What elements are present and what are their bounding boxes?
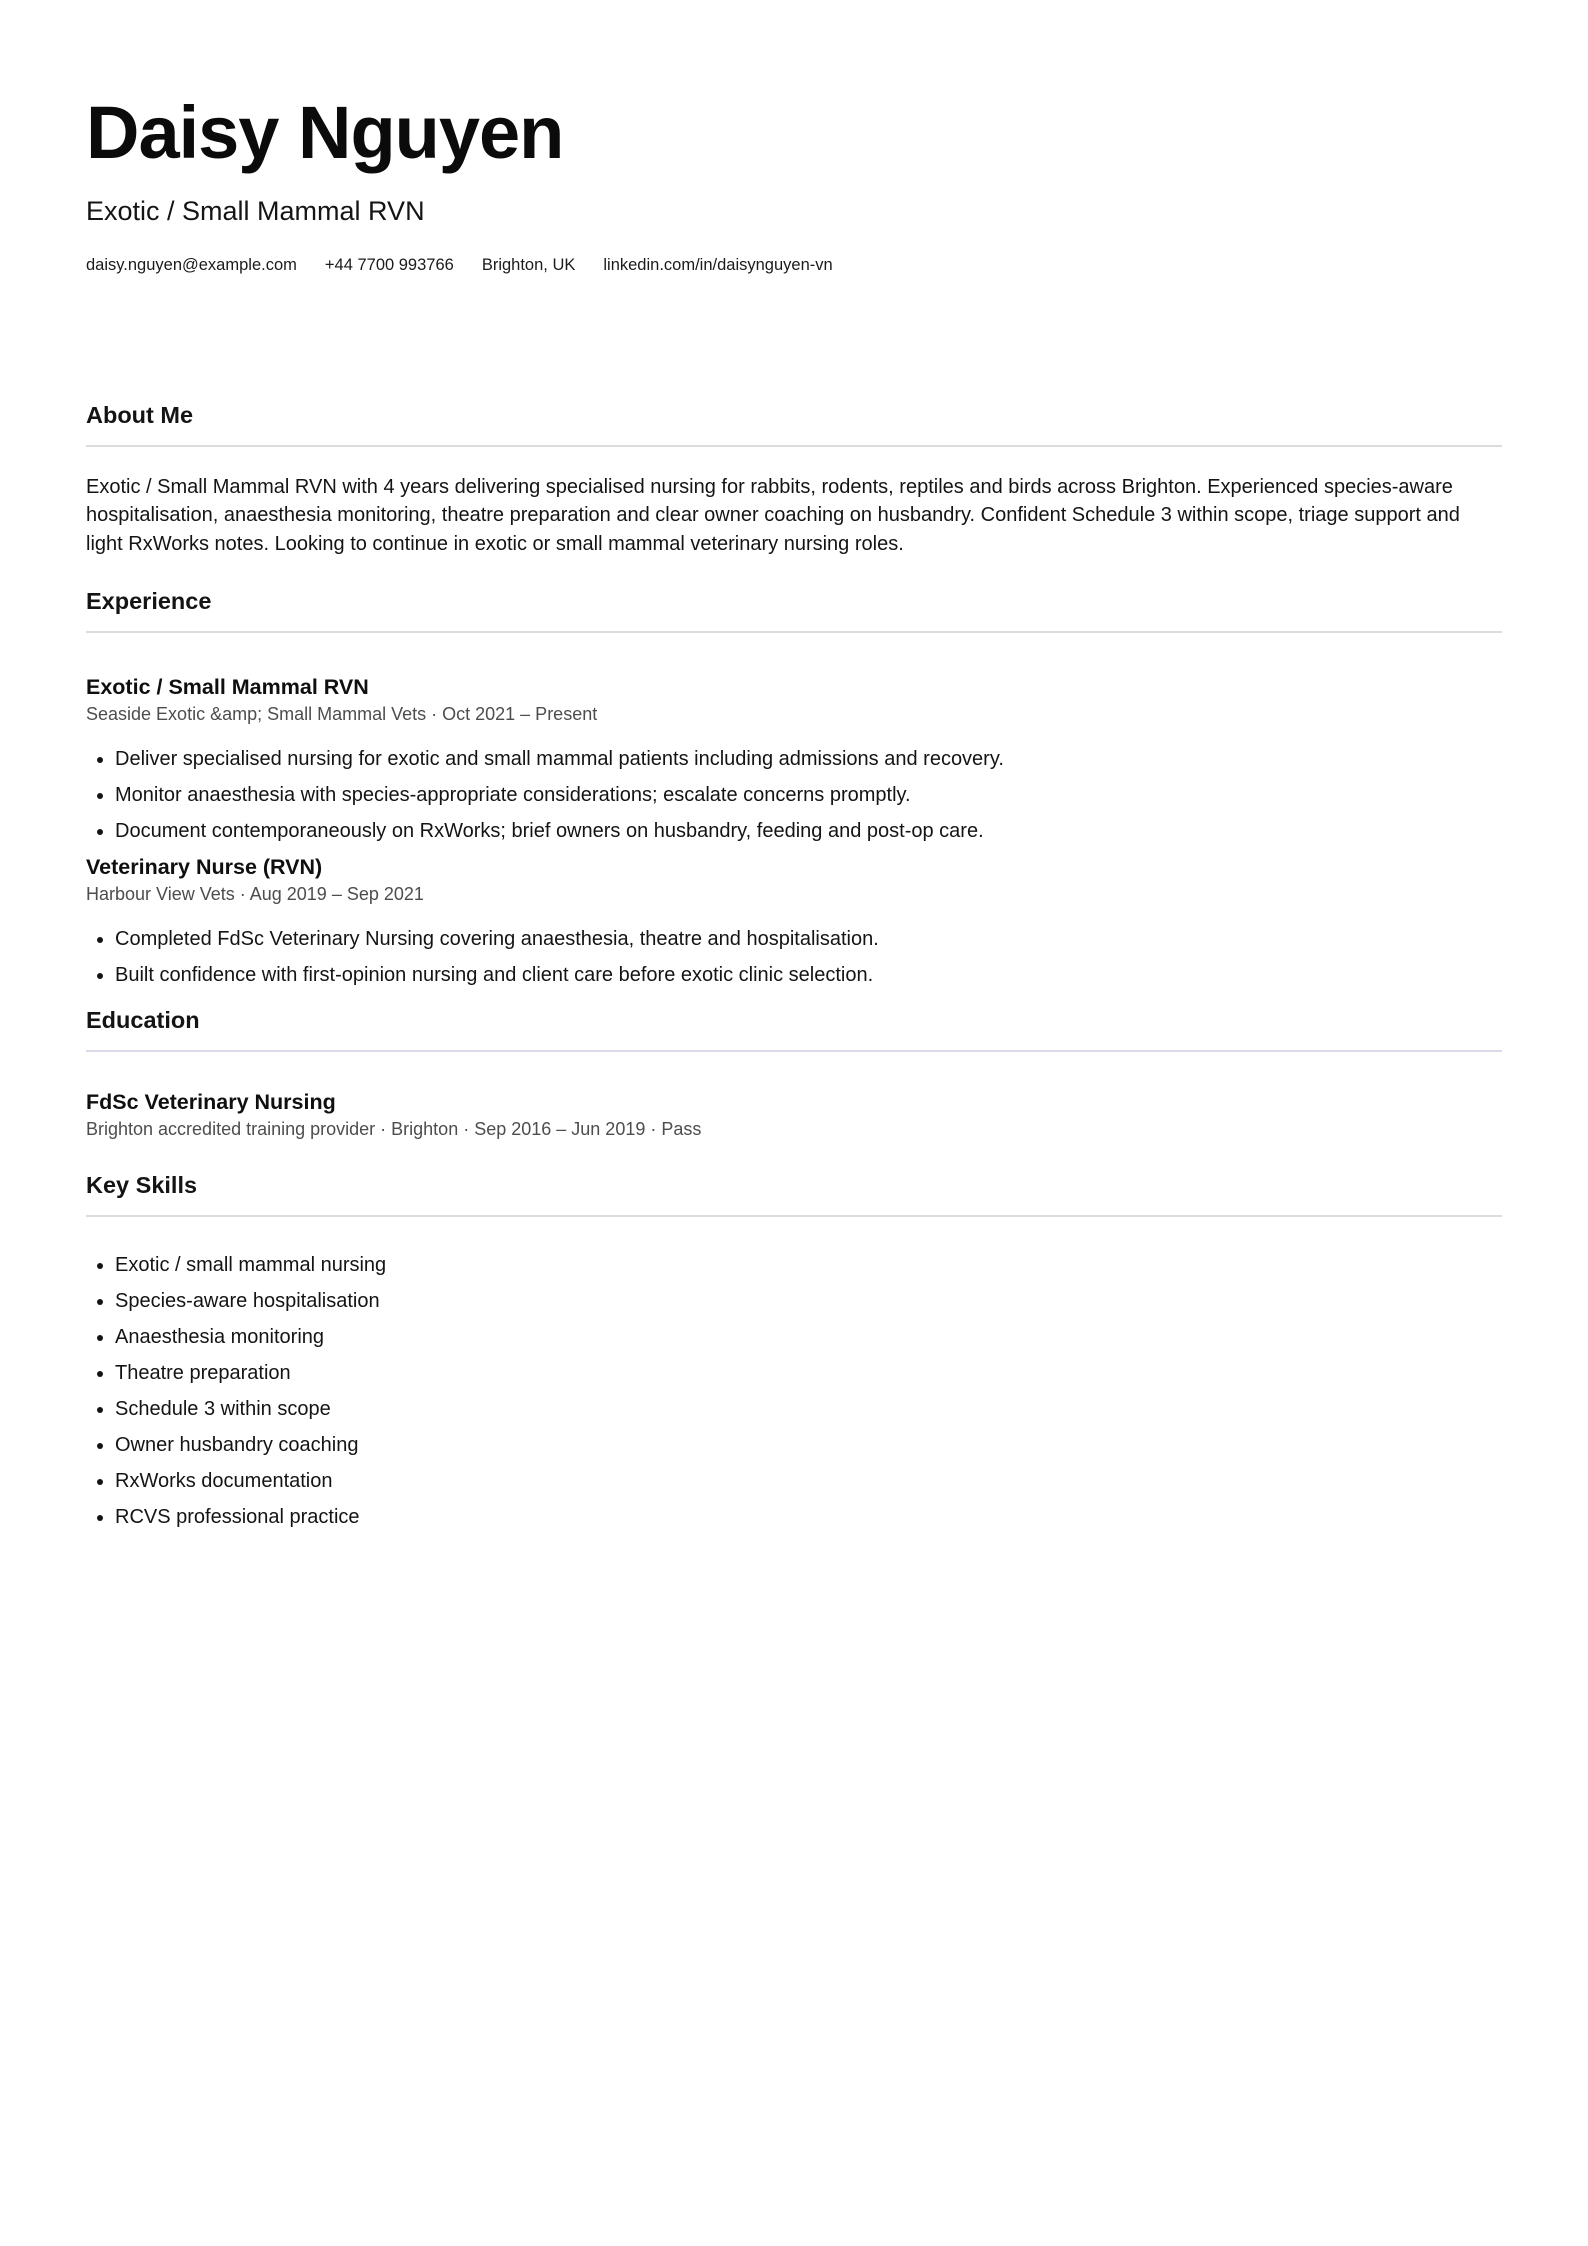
- job-entry: [86, 855, 1502, 987]
- contact-linkedin: linkedin.com/in/daisynguyen-vn: [603, 255, 833, 274]
- candidate-headline: Exotic / Small Mammal RVN: [86, 196, 425, 227]
- skill-item: • Anaesthesia monitoring: [115, 1325, 1502, 1349]
- job-entry: [86, 675, 1502, 843]
- about-heading: About Me: [86, 401, 194, 428]
- skill-item: • Exotic / small mammal nursing: [115, 1253, 1502, 1277]
- skills-list: [86, 1253, 1502, 1529]
- education-entry: [86, 1090, 1502, 1140]
- skill-item: • RCVS professional practice: [115, 1505, 1502, 1529]
- job-title: Veterinary Nurse (RVN): [86, 855, 323, 880]
- list-item: • Deliver specialised nursing for exotic and small mammal patients including admissions and recovery.: [115, 747, 1502, 771]
- job-title: Exotic / Small Mammal RVN: [86, 675, 369, 700]
- skills-heading: Key Skills: [86, 1172, 198, 1199]
- skill-item: • RxWorks documentation: [115, 1469, 1502, 1493]
- contact-phone: +44 7700 993766: [324, 255, 454, 274]
- contact-row: [86, 256, 1502, 275]
- job-meta: Seaside Exotic &amp; Small Mammal Vets · Oct 2021 – Present: [86, 704, 598, 725]
- skill-item: • Schedule 3 within scope: [115, 1397, 1502, 1421]
- experience-section: [86, 588, 1502, 987]
- education-section: [86, 1007, 1502, 1140]
- list-item: • Completed FdSc Veterinary Nursing covering anaesthesia, theatre and hospitalisation.: [115, 927, 1502, 951]
- experience-heading: Experience: [86, 588, 212, 615]
- job-bullets: [86, 927, 1502, 987]
- education-meta: Brighton accredited training provider · Brighton · Sep 2016 – Jun 2019 · Pass: [86, 1119, 702, 1140]
- resume-header: [86, 92, 1502, 275]
- section-divider: [86, 631, 1502, 633]
- skills-section: [86, 1172, 1502, 1529]
- section-divider: [86, 445, 1502, 447]
- candidate-name: Daisy Nguyen: [86, 91, 564, 174]
- contact-email: daisy.nguyen@example.com: [86, 255, 297, 274]
- about-section: [86, 402, 1502, 559]
- section-divider: [86, 1215, 1502, 1217]
- job-bullets: [86, 747, 1502, 843]
- about-text: Exotic / Small Mammal RVN with 4 years delivering specialised nursing for rabbits, rodents, reptiles and birds across Brighton. Experienced species-aware hospitalisation, anaesthesia monitoring, theatre preparation and clear owner coaching on husbandry. Confident Schedule 3 within scope, triage support and light RxWorks notes. Looking to continue in exotic or small mammal veterinary nursing roles.: [86, 475, 1460, 555]
- skill-item: • Theatre preparation: [115, 1361, 1502, 1385]
- education-heading: Education: [86, 1007, 200, 1034]
- section-divider: [86, 1050, 1502, 1052]
- list-item: • Monitor anaesthesia with species-appropriate considerations; escalate concerns promptly.: [115, 783, 1502, 807]
- list-item: • Built confidence with first-opinion nursing and client care before exotic clinic selection.: [115, 963, 1502, 987]
- job-meta: Harbour View Vets · Aug 2019 – Sep 2021: [86, 884, 424, 905]
- skill-item: • Owner husbandry coaching: [115, 1433, 1502, 1457]
- degree-title: FdSc Veterinary Nursing: [86, 1090, 336, 1115]
- contact-location: Brighton, UK: [481, 255, 576, 274]
- list-item: • Document contemporaneously on RxWorks; brief owners on husbandry, feeding and post-op care.: [115, 819, 1502, 843]
- skill-item: • Species-aware hospitalisation: [115, 1289, 1502, 1313]
